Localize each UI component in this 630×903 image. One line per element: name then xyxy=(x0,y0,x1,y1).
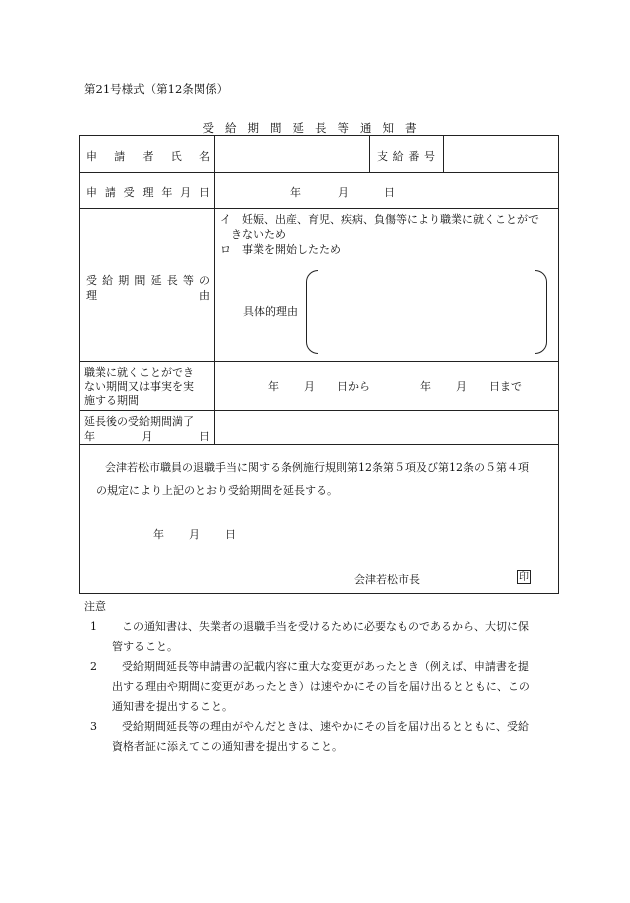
note-text xyxy=(112,657,554,717)
statement-day-unit: 日 xyxy=(225,528,236,541)
period-to-month-unit: 月 xyxy=(456,380,467,393)
specific-reason-bracket-right xyxy=(535,270,547,354)
period-label-line2: ない期間又は事実を実 xyxy=(84,380,194,393)
period-label-line1: 職業に就くことができ xyxy=(84,366,194,379)
note-text xyxy=(112,617,554,657)
period-to-year-unit: 年 xyxy=(420,380,431,393)
support-number-field[interactable] xyxy=(443,136,557,170)
application-day-unit: 日 xyxy=(384,186,395,199)
form-number-label: 第21号様式（第12条関係） xyxy=(84,82,229,96)
period-to-day-unit: 日まで xyxy=(489,380,522,393)
mayor-title: 会津若松市長 xyxy=(354,573,420,586)
notes-heading: 注意 xyxy=(84,600,106,613)
expiry-label-line1: 延長後の受給期間満了 xyxy=(84,415,194,428)
notes-section xyxy=(84,597,554,757)
specific-reason-bracket-left xyxy=(306,270,318,354)
row-divider xyxy=(80,172,558,173)
specific-reason-field[interactable] xyxy=(320,274,532,350)
period-label-line3: 施する期間 xyxy=(84,394,139,407)
note-item xyxy=(84,617,554,657)
statement-year-unit: 年 xyxy=(153,528,164,541)
statement-line1: 会津若松市職員の退職手当に関する条例施行規則第12条第５項及び第12条の５第４項 xyxy=(105,461,529,474)
statement-line2: の規定により上記のとおり受給期間を延長する。 xyxy=(96,484,338,497)
note-line: この通知書は、失業者の退職手当を受けるために必要なものであるから、大切に保 xyxy=(122,620,529,633)
row-divider xyxy=(80,444,558,445)
specific-reason-label: 具体的理由 xyxy=(243,305,298,318)
column-divider xyxy=(369,136,370,172)
note-line: 受給期間延長等申請書の記載内容に重大な変更があったとき（例えば、申請書を提 xyxy=(122,660,529,673)
applicant-name-label: 申 請 者 氏 名 xyxy=(86,150,210,163)
expiry-date-field[interactable] xyxy=(216,410,556,442)
row-divider xyxy=(80,208,558,209)
column-divider xyxy=(214,136,215,444)
seal-mark: 印 xyxy=(519,572,529,583)
applicant-name-field[interactable] xyxy=(294,136,368,170)
row-divider xyxy=(80,361,558,362)
reason-option-i-line2: きないため xyxy=(231,228,286,241)
expiry-label-line2: 年 月 日 xyxy=(84,430,210,443)
note-number: 3 xyxy=(90,720,97,733)
reason-option-i-line1: イ 妊娠、出産、育児、疾病、負傷等により職業に就くことがで xyxy=(220,213,539,226)
note-line: 管すること。 xyxy=(112,640,178,653)
note-number: 1 xyxy=(90,620,97,633)
note-text xyxy=(112,717,554,757)
period-from-month-unit: 月 xyxy=(304,380,315,393)
note-line: 出する理由や期間に変更があったとき）は速やかにその旨を届け出るとともに、この xyxy=(112,680,530,693)
application-date-label: 申 請 受 理 年 月 日 xyxy=(86,186,210,199)
document-title: 受給期間延長等通知書 xyxy=(202,121,428,135)
note-line: 受給期間延長等の理由がやんだときは、速やかにその旨を届け出るとともに、受給 xyxy=(122,720,529,733)
note-item xyxy=(84,657,554,717)
period-from-day-unit: 日から xyxy=(337,380,370,393)
period-from-year-unit: 年 xyxy=(268,380,279,393)
reason-label-line2: 理 由 xyxy=(86,289,210,302)
statement-month-unit: 月 xyxy=(189,528,200,541)
note-line: 資格者証に添えてこの通知書を提出すること。 xyxy=(112,740,343,753)
note-item xyxy=(84,717,554,757)
support-number-label: 支 給 番 号 xyxy=(377,150,435,163)
application-year-unit: 年 xyxy=(290,186,301,199)
reason-label-line1: 受 給 期 間 延 長 等 の xyxy=(86,274,210,287)
application-month-unit: 月 xyxy=(338,186,349,199)
reason-option-ro: ロ 事業を開始したため xyxy=(220,243,341,256)
note-line: 通知書を提出すること。 xyxy=(112,700,233,713)
note-number: 2 xyxy=(90,660,97,673)
